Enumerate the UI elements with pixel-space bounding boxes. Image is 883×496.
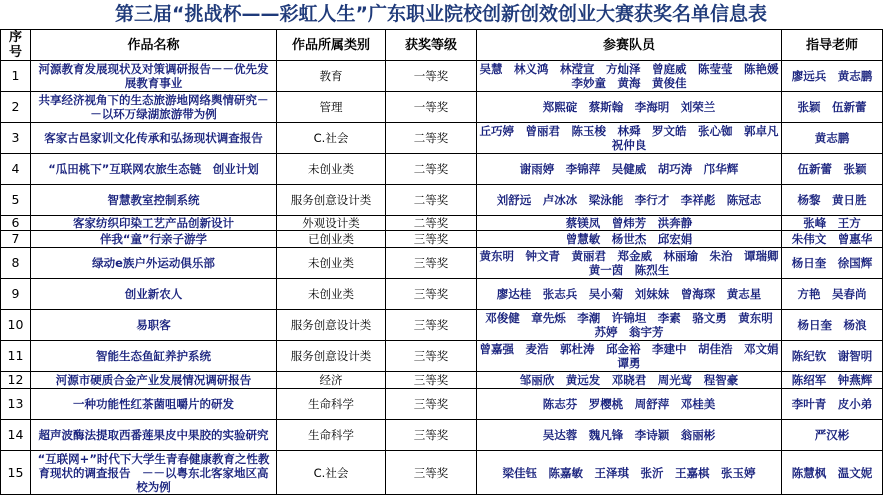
row-work-name: 客家纺织印染工艺产品创新设计 (31, 216, 277, 231)
row-advisor: 廖远兵 黄志鹏 (782, 61, 883, 92)
row-work-name: 智能生态鱼缸养护系统 (31, 341, 277, 372)
table-row (1, 420, 883, 451)
row-advisor: 陈纪钦 谢智明 (782, 341, 883, 372)
row-award: 三等奖 (386, 310, 477, 341)
row-index: 9 (1, 279, 31, 310)
table-row (1, 389, 883, 420)
header-award: 获奖等级 (386, 30, 477, 61)
row-work-name: 河源教育发展现状及对策调研报告－－优先发展教育事业 (31, 61, 277, 92)
row-award: 三等奖 (386, 389, 477, 420)
row-advisor: 李叶青 皮小弟 (782, 389, 883, 420)
row-index: 15 (1, 451, 31, 495)
row-advisor: 陈慧枫 温文妮 (782, 451, 883, 495)
table-body (1, 61, 883, 495)
table-row (1, 451, 883, 495)
table-row (1, 279, 883, 310)
row-advisor: 杨日奎 徐国辉 (782, 248, 883, 279)
table-row (1, 248, 883, 279)
row-category: 未创业类 (277, 248, 386, 279)
row-members: 蔡镁凤 曾炜芳 洪奔静 (477, 216, 782, 231)
row-work-name: 易职客 (31, 310, 277, 341)
row-category: 未创业类 (277, 279, 386, 310)
row-award: 三等奖 (386, 231, 477, 248)
row-category: 服务创意设计类 (277, 310, 386, 341)
row-members: 邓俊健 章先烁 李潮 许锦坦 李素 骆文勇 黄东明 苏婷 翁宇芳 (477, 310, 782, 341)
row-members: 吴达蓉 魏凡锋 李诗颖 翁丽彬 (477, 420, 782, 451)
table-row (1, 310, 883, 341)
row-advisor: 张颖 伍新蕾 (782, 92, 883, 123)
row-index: 1 (1, 61, 31, 92)
row-award: 一等奖 (386, 61, 477, 92)
table-row (1, 341, 883, 372)
table-row (1, 231, 883, 248)
row-work-name: 共享经济视角下的生态旅游地网络舆情研究－－以环万绿湖旅游带为例 (31, 92, 277, 123)
row-award: 二等奖 (386, 123, 477, 154)
row-category: 服务创意设计类 (277, 185, 386, 216)
table-row (1, 61, 883, 92)
row-index: 4 (1, 154, 31, 185)
row-category: 经济 (277, 372, 386, 389)
row-advisor: 张峰 王方 (782, 216, 883, 231)
row-index: 12 (1, 372, 31, 389)
row-award: 三等奖 (386, 372, 477, 389)
row-members: 陈志芬 罗樱桃 周舒萍 邓桂美 (477, 389, 782, 420)
row-work-name: “瓜田桃下”互联网农旅生态链 创业计划 (31, 154, 277, 185)
row-category: 管理 (277, 92, 386, 123)
row-advisor: 伍新蕾 张颖 (782, 154, 883, 185)
row-index: 5 (1, 185, 31, 216)
row-work-name: 客家古邑家训文化传承和弘扬现状调查报告 (31, 123, 277, 154)
row-index: 6 (1, 216, 31, 231)
row-members: 黄东明 钟文青 黄丽君 郑金威 林丽瑜 朱治 谭瑞卿 黄一茵 陈烈生 (477, 248, 782, 279)
header-name: 作品名称 (31, 30, 277, 61)
page-title: 第三届“挑战杯——彩虹人生”广东职业院校创新创效创业大赛获奖名单信息表 (115, 3, 767, 25)
row-work-name: 创业新农人 (31, 279, 277, 310)
row-members: 丘巧婷 曾丽君 陈玉梭 林舜 罗文皓 张心铷 郭卓凡 祝仲良 (477, 123, 782, 154)
row-award: 三等奖 (386, 420, 477, 451)
header-members: 参赛队员 (477, 30, 782, 61)
row-advisor: 杨日奎 杨浪 (782, 310, 883, 341)
row-advisor: 朱伟文 曾惠华 (782, 231, 883, 248)
row-advisor: 陈绍军 钟燕辉 (782, 372, 883, 389)
row-award: 三等奖 (386, 248, 477, 279)
row-award: 三等奖 (386, 341, 477, 372)
row-index: 7 (1, 231, 31, 248)
row-members: 吴慧 林义鸿 林滢宣 方灿泽 曾庭威 陈莹莹 陈艳媛 李妙童 黄海 黄俊佳 (477, 61, 782, 92)
row-advisor: 方艳 吴春尚 (782, 279, 883, 310)
table-row (1, 216, 883, 231)
row-category: 已创业类 (277, 231, 386, 248)
row-award: 三等奖 (386, 279, 477, 310)
row-members: 邹丽欣 黄远发 邓晓君 周光莺 程智豪 (477, 372, 782, 389)
row-category: C.社会 (277, 123, 386, 154)
table-row (1, 185, 883, 216)
row-category: 教育 (277, 61, 386, 92)
row-category: 未创业类 (277, 154, 386, 185)
row-index: 10 (1, 310, 31, 341)
row-index: 8 (1, 248, 31, 279)
row-members: 廖达桂 张志兵 吴小菊 刘妹妹 曾海琛 黄志星 (477, 279, 782, 310)
row-advisor: 严汉彬 (782, 420, 883, 451)
row-index: 13 (1, 389, 31, 420)
row-members: 郑熙碇 蔡斯翰 李海明 刘荣兰 (477, 92, 782, 123)
row-work-name: 智慧教室控制系统 (31, 185, 277, 216)
table-row (1, 123, 883, 154)
row-award: 二等奖 (386, 185, 477, 216)
row-award: 三等奖 (386, 451, 477, 495)
row-work-name: 河源市硬质合金产业发展情况调研报告 (31, 372, 277, 389)
row-category: 外观设计类 (277, 216, 386, 231)
row-index: 11 (1, 341, 31, 372)
row-category: 服务创意设计类 (277, 341, 386, 372)
row-category: C.社会 (277, 451, 386, 495)
row-members: 梁佳钰 陈嘉敏 王泽琪 张沂 王嘉棋 张玉婷 (477, 451, 782, 495)
row-advisor: 杨黎 黄日胜 (782, 185, 883, 216)
header-advisor: 指导老师 (782, 30, 883, 61)
award-table (0, 29, 883, 495)
row-award: 一等奖 (386, 92, 477, 123)
table-header-row (1, 30, 883, 61)
row-work-name: 伴我“童”行亲子游学 (31, 231, 277, 248)
table-row (1, 92, 883, 123)
header-category: 作品所属类别 (277, 30, 386, 61)
row-work-name: “互联网+”时代下大学生青春健康教育之性教育现状的调查报告 －－以粤东北客家地区高校为例 (31, 451, 277, 495)
header-index: 序号 (1, 30, 31, 61)
row-members: 曾嘉强 麦浩 郭杜涛 邱金裕 李建中 胡佳浩 邓文娟 谭勇 (477, 341, 782, 372)
row-award: 二等奖 (386, 216, 477, 231)
table-row (1, 154, 883, 185)
table-row (1, 372, 883, 389)
row-work-name: 一种功能性红茶菌咀嚼片的研发 (31, 389, 277, 420)
row-work-name: 超声波酶法提取西番莲果皮中果胶的实验研究 (31, 420, 277, 451)
row-index: 2 (1, 92, 31, 123)
row-category: 生命科学 (277, 420, 386, 451)
row-members: 刘舒远 卢冰冰 梁泳能 李行才 李祥彪 陈冠志 (477, 185, 782, 216)
row-category: 生命科学 (277, 389, 386, 420)
row-work-name: 绿动e族户外运动俱乐部 (31, 248, 277, 279)
row-advisor: 黄志鹏 (782, 123, 883, 154)
row-members: 曾慧敏 杨世杰 邱宏娟 (477, 231, 782, 248)
row-award: 二等奖 (386, 154, 477, 185)
row-members: 谢雨婷 李锦萍 吴健威 胡巧涛 邝华辉 (477, 154, 782, 185)
row-index: 14 (1, 420, 31, 451)
row-index: 3 (1, 123, 31, 154)
